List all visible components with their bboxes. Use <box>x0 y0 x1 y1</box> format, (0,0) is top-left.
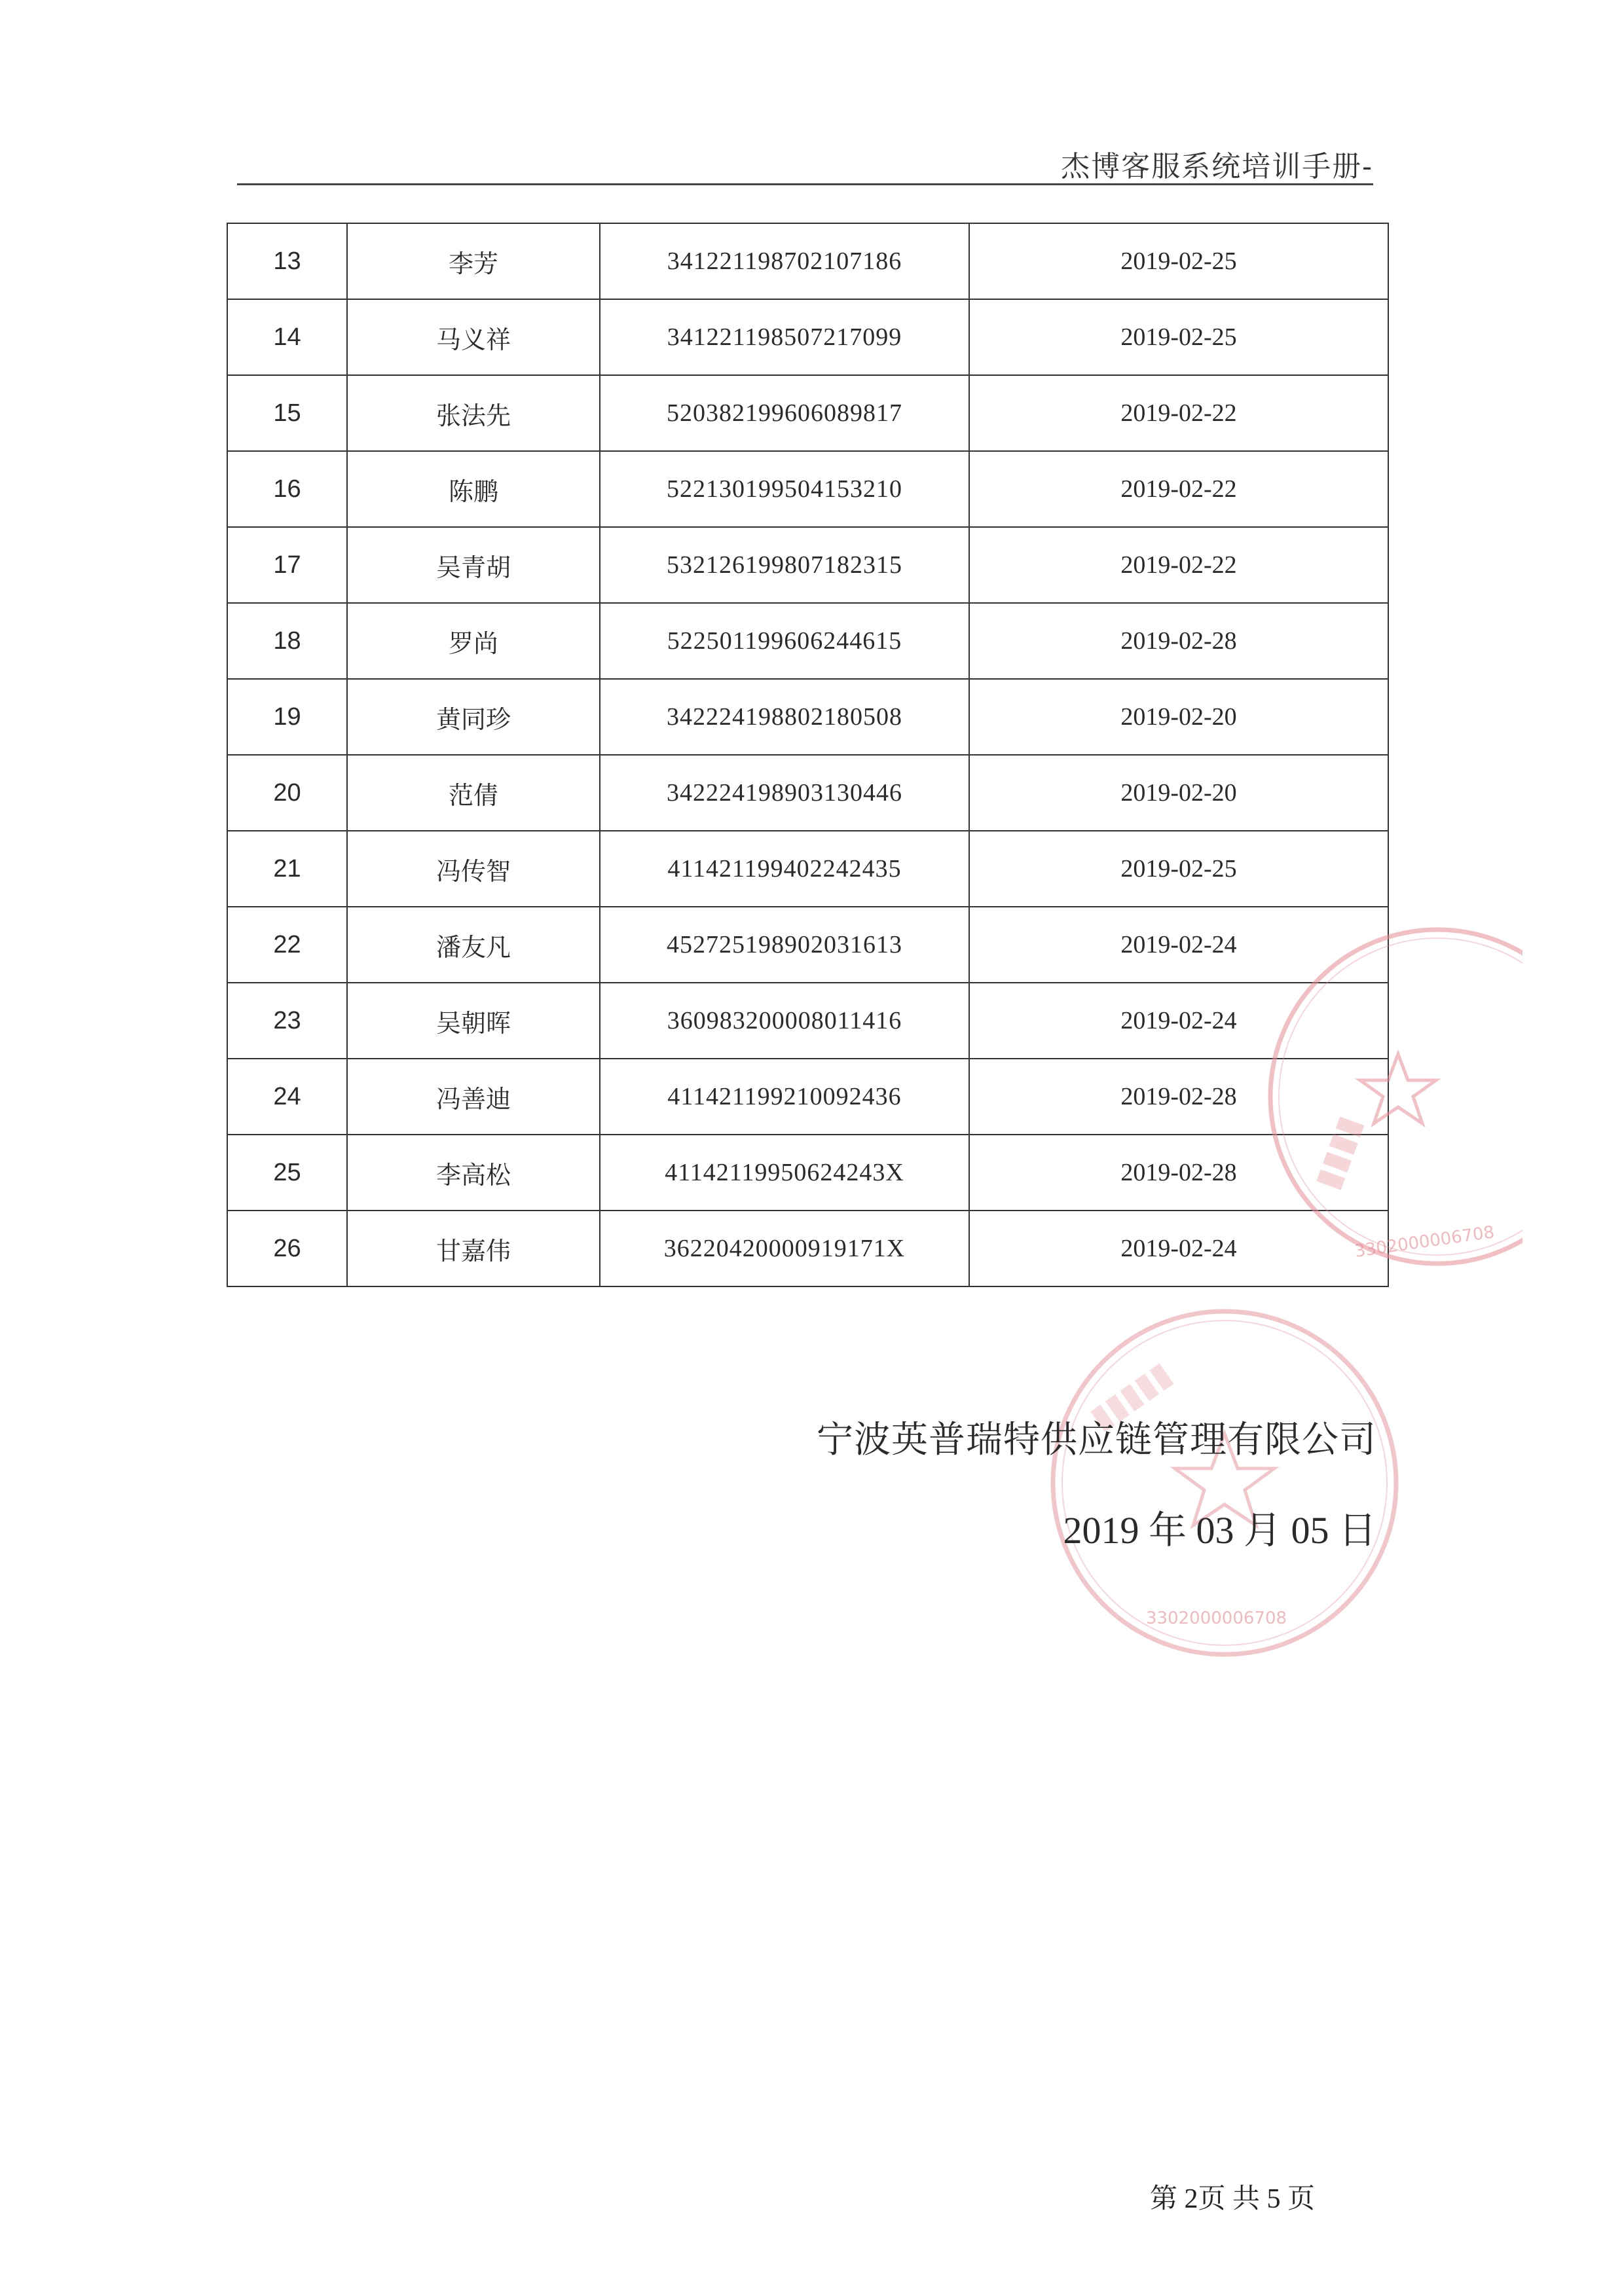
training-date: 2019-02-24 <box>969 983 1388 1059</box>
signature-date: 2019 年 03 月 05 日 <box>1063 1509 1376 1552</box>
row-number: 24 <box>227 1059 347 1135</box>
training-date: 2019-02-22 <box>969 375 1388 451</box>
table-row <box>227 679 1388 755</box>
row-number: 20 <box>227 755 347 831</box>
roster-table <box>227 223 1389 1287</box>
id-number: 532126199807182315 <box>600 527 969 603</box>
id-number: 41142119950624243X <box>600 1135 969 1211</box>
person-name: 甘嘉伟 <box>347 1211 600 1286</box>
seal-2-number: 3302000006708 <box>1146 1609 1287 1628</box>
svg-text:▮▮▮▮▮: ▮▮▮▮▮ <box>1082 1354 1179 1437</box>
training-date: 2019-02-28 <box>969 1059 1388 1135</box>
row-number: 13 <box>227 223 347 299</box>
row-number: 18 <box>227 603 347 679</box>
person-name: 冯善迪 <box>347 1059 600 1135</box>
training-date: 2019-02-28 <box>969 603 1388 679</box>
id-number: 341221198702107186 <box>600 223 969 299</box>
person-name: 李芳 <box>347 223 600 299</box>
roster-table-body <box>227 223 1388 1286</box>
person-name: 李高松 <box>347 1135 600 1211</box>
table-row <box>227 527 1388 603</box>
person-name: 马义祥 <box>347 299 600 375</box>
id-number: 342224198802180508 <box>600 679 969 755</box>
table-row <box>227 755 1388 831</box>
company-name: 宁波英普瑞特供应链管理有限公司 <box>817 1419 1376 1461</box>
id-number: 452725198902031613 <box>600 907 969 983</box>
table-row <box>227 983 1388 1059</box>
training-date: 2019-02-20 <box>969 755 1388 831</box>
table-row <box>227 299 1388 375</box>
person-name: 冯传智 <box>347 831 600 907</box>
person-name: 范倩 <box>347 755 600 831</box>
table-row <box>227 223 1388 299</box>
id-number: 341221198507217099 <box>600 299 969 375</box>
row-number: 25 <box>227 1135 347 1211</box>
row-number: 19 <box>227 679 347 755</box>
header-rule <box>237 183 1373 185</box>
id-number: 411421199402242435 <box>600 831 969 907</box>
person-name: 张法先 <box>347 375 600 451</box>
table-row <box>227 1211 1388 1286</box>
table-row <box>227 603 1388 679</box>
table-row <box>227 1135 1388 1211</box>
row-number: 14 <box>227 299 347 375</box>
person-name: 陈鹏 <box>347 451 600 527</box>
person-name: 黄同珍 <box>347 679 600 755</box>
table-row <box>227 1059 1388 1135</box>
training-date: 2019-02-20 <box>969 679 1388 755</box>
training-date: 2019-02-28 <box>969 1135 1388 1211</box>
id-number: 411421199210092436 <box>600 1059 969 1135</box>
row-number: 17 <box>227 527 347 603</box>
id-number: 520382199606089817 <box>600 375 969 451</box>
training-date: 2019-02-22 <box>969 527 1388 603</box>
training-date: 2019-02-24 <box>969 1211 1388 1286</box>
person-name: 吴朝晖 <box>347 983 600 1059</box>
id-number: 522501199606244615 <box>600 603 969 679</box>
row-number: 16 <box>227 451 347 527</box>
person-name: 吴青胡 <box>347 527 600 603</box>
training-date: 2019-02-25 <box>969 223 1388 299</box>
id-number: 522130199504153210 <box>600 451 969 527</box>
seal-1-number: 3302000006708 <box>1353 1222 1496 1262</box>
svg-text:▮▮▮▮: ▮▮▮▮ <box>1306 1110 1370 1195</box>
table-row <box>227 831 1388 907</box>
id-number: 360983200008011416 <box>600 983 969 1059</box>
table-row <box>227 375 1388 451</box>
training-date: 2019-02-25 <box>969 831 1388 907</box>
page-number: 第 2页 共 5 页 <box>1150 2184 1316 2214</box>
person-name: 罗尚 <box>347 603 600 679</box>
training-date: 2019-02-25 <box>969 299 1388 375</box>
row-number: 26 <box>227 1211 347 1286</box>
training-date: 2019-02-24 <box>969 907 1388 983</box>
training-date: 2019-02-22 <box>969 451 1388 527</box>
row-number: 15 <box>227 375 347 451</box>
row-number: 23 <box>227 983 347 1059</box>
company-seal-2 <box>1041 1300 1408 1666</box>
table-row <box>227 907 1388 983</box>
table-row <box>227 451 1388 527</box>
person-name: 潘友凡 <box>347 907 600 983</box>
id-number: 36220420000919171X <box>600 1211 969 1286</box>
id-number: 342224198903130446 <box>600 755 969 831</box>
row-number: 22 <box>227 907 347 983</box>
header-title: 杰博客服系统培训手册- <box>1061 150 1373 183</box>
row-number: 21 <box>227 831 347 907</box>
